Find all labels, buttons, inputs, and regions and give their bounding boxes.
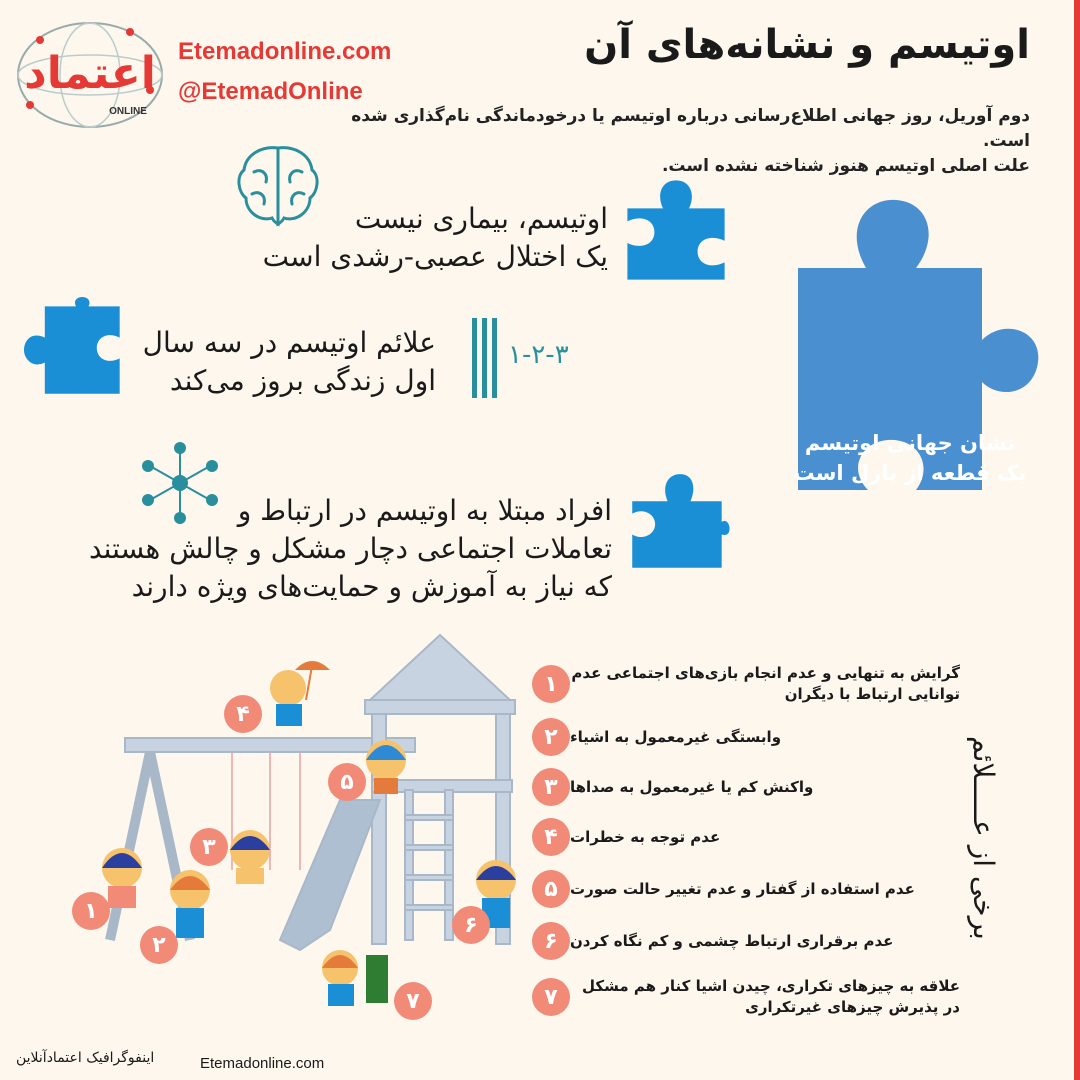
fact-1-line-2: یک اختلال عصبی-رشدی است bbox=[262, 240, 608, 273]
list-number: ۱ bbox=[532, 665, 570, 703]
footer-credit: اینفوگرافیک اعتمادآنلاین bbox=[16, 1050, 155, 1066]
scene-badge-2: ۲ bbox=[140, 926, 178, 964]
fact-3 bbox=[89, 492, 612, 606]
list-item bbox=[520, 870, 960, 908]
list-number: ۷ bbox=[532, 978, 570, 1016]
puzzle-piece-icon bbox=[622, 176, 730, 284]
tally-bars-icon bbox=[470, 318, 500, 398]
header-site: Etemadonline.com bbox=[178, 38, 392, 65]
scene-badge-5: ۵ bbox=[328, 763, 366, 801]
list-text: عدم توجه به خطرات bbox=[570, 827, 721, 846]
intro-text bbox=[330, 104, 1030, 179]
list-text: وابستگی غیرمعمول به اشیاء bbox=[570, 727, 782, 746]
list-text: عدم استفاده از گفتار و عدم تغییر حالت صورت bbox=[570, 879, 915, 898]
fact-2-line-2: اول زندگی بروز می‌کند bbox=[169, 364, 436, 397]
list-number: ۲ bbox=[532, 718, 570, 756]
symbol-line-1: نشان جهانی اوتیسم bbox=[804, 431, 1016, 455]
list-item bbox=[520, 663, 960, 705]
puzzle-piece-icon bbox=[626, 470, 730, 574]
scene-badge-3: ۳ bbox=[190, 828, 228, 866]
fact-3-line-2: تعاملات اجتماعی دچار مشکل و چالش هستند bbox=[88, 532, 612, 565]
puzzle-piece-icon bbox=[22, 296, 130, 400]
list-text: عدم برقراری ارتباط چشمی و کم نگاه کردن bbox=[570, 931, 894, 950]
page-title: اوتیسم و نشانه‌های آن bbox=[584, 22, 1030, 68]
scene-badge-7: ۷ bbox=[394, 982, 432, 1020]
scene-badge-1: ۱ bbox=[72, 892, 110, 930]
list-text: واکنش کم یا غیرمعمول به صداها bbox=[570, 777, 814, 796]
list-item bbox=[520, 718, 960, 756]
intro-line-2: علت اصلی اوتیسم هنوز شناخته نشده است. bbox=[661, 156, 1030, 176]
list-number: ۵ bbox=[532, 870, 570, 908]
scene-badge-6: ۶ bbox=[452, 906, 490, 944]
playground-illustration bbox=[0, 600, 600, 1070]
symbol-line-2: یک قطعه از پازل است bbox=[793, 461, 1027, 485]
list-item bbox=[520, 922, 960, 960]
list-text: گرایش به تنهایی و عدم انجام بازی‌های اجتماعی عدم توانایی ارتباط با دیگران bbox=[571, 664, 960, 703]
footer-site: Etemadonline.com bbox=[200, 1055, 325, 1072]
list-text: علاقه به چیزهای تکراری، چیدن اشیا کنار هم مشکل در پذیرش چیزهای غیرتکراری bbox=[581, 977, 960, 1016]
fact-3-line-3: که نیاز به آموزش و حمایت‌های ویژه دارند bbox=[131, 570, 612, 603]
fact-2 bbox=[143, 324, 436, 400]
fact-2-line-1: علائم اوتیسم در سه سال bbox=[142, 326, 436, 359]
logo-word: اعتماد bbox=[24, 48, 156, 99]
child-figure bbox=[270, 661, 330, 726]
fact-1 bbox=[263, 200, 608, 276]
years-label: ۱-۲-۳ bbox=[508, 340, 569, 370]
logo-sub: ONLINE bbox=[109, 106, 147, 117]
intro-line-1: دوم آوریل، روز جهانی اطلاع‌رسانی درباره اوتیسم یا درخودماندگی نام‌گذاری شده است. bbox=[351, 106, 1030, 151]
etemad-logo-icon bbox=[10, 10, 170, 140]
fact-3-line-1: افراد مبتلا به اوتیسم در ارتباط و bbox=[237, 494, 612, 527]
list-number: ۶ bbox=[532, 922, 570, 960]
signs-heading: برخی از عـــــلائم bbox=[967, 736, 1000, 940]
list-item bbox=[520, 768, 960, 806]
symbol-caption bbox=[780, 428, 1040, 488]
fact-1-line-1: اوتیسم، بیماری نیست bbox=[354, 202, 608, 235]
list-number: ۴ bbox=[532, 818, 570, 856]
header-handle: @EtemadOnline bbox=[178, 78, 363, 105]
right-border bbox=[1074, 0, 1080, 1080]
list-item bbox=[520, 976, 960, 1018]
list-number: ۳ bbox=[532, 768, 570, 806]
scene-badge-4: ۴ bbox=[224, 695, 262, 733]
list-item bbox=[520, 818, 960, 856]
